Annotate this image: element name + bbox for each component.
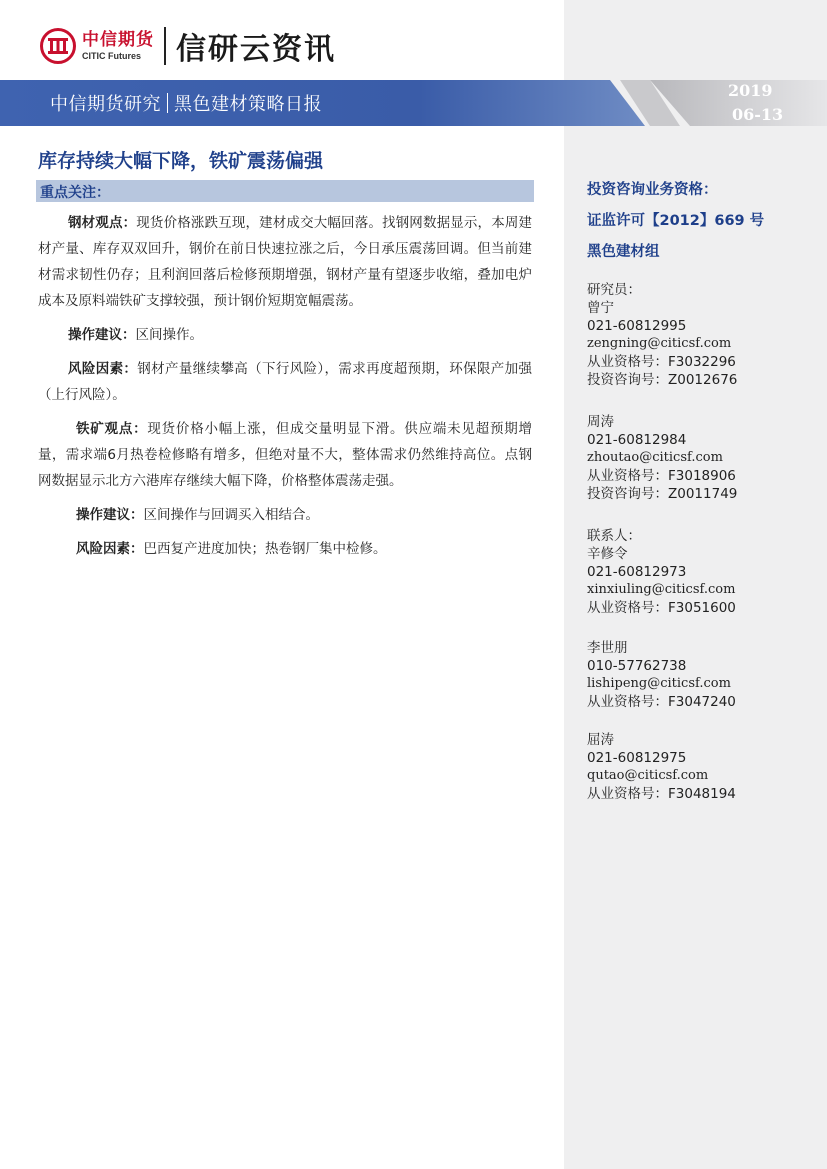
- logo-english-name: CITIC Futures: [82, 50, 142, 61]
- researcher-advisory: 投资咨询号：Z0011749: [587, 486, 738, 502]
- report-content: [38, 210, 532, 570]
- para-label: 风险因素：: [68, 361, 138, 377]
- researcher-cert: 从业资格号：F3018906: [587, 468, 736, 484]
- para-label: 操作建议：: [76, 507, 144, 523]
- contact-name: 李世朋: [587, 640, 628, 656]
- para-text: 区间操作与回调买入相结合。: [143, 507, 319, 523]
- banner-title: [50, 90, 322, 116]
- researcher-phone: 021-60812995: [587, 318, 687, 334]
- team-name: 黑色建材组: [587, 244, 660, 260]
- logo-chinese-name: 中信期货: [82, 29, 154, 50]
- logo-divider: [164, 27, 166, 65]
- contact-cert: 从业资格号：F3047240: [587, 694, 736, 710]
- contacts-label: 联系人：: [587, 528, 641, 544]
- steel-risk-paragraph: [38, 356, 532, 408]
- iron-suggestion-paragraph: [38, 502, 532, 528]
- qualification-title: 投资咨询业务资格：: [587, 182, 718, 198]
- report-title: 库存持续大幅下降，铁矿震荡偏强: [38, 150, 324, 172]
- contact-email: xinxiuling@citicsf.com: [587, 582, 736, 597]
- brand-title: 信研云资讯: [176, 32, 336, 67]
- researchers-block: [587, 281, 737, 389]
- para-label: 钢材观点：: [68, 215, 137, 231]
- report-date: 06-13: [732, 105, 784, 124]
- steel-view-paragraph: [38, 210, 532, 314]
- researcher-email: zengning@citicsf.com: [587, 336, 732, 351]
- focus-section-label: 重点关注：: [40, 185, 110, 201]
- contact-cert: 从业资格号：F3051600: [587, 600, 736, 616]
- iron-risk-paragraph: [38, 536, 532, 562]
- para-text: 现货价格涨跌互现，建材成交大幅回落。找钢网数据显示，本周建材产量、库存双双回升，钢价在前日快速拉涨之后，今日承压震荡回调。但当前建材需求韧性仍存；且利润回落后检修预期增强，钢材产量有望逐步收缩，叠加电炉成本及原料端铁矿支撑较强，预计钢价短期宽幅震荡。: [38, 215, 533, 309]
- steel-suggestion-paragraph: [38, 322, 532, 348]
- iron-view-paragraph: [38, 416, 532, 494]
- focus-section-bar: [36, 180, 534, 202]
- banner-report-name: 黑色建材策略日报: [174, 94, 322, 115]
- para-text: 区间操作。: [135, 327, 203, 343]
- researcher-advisory: 投资咨询号：Z0012676: [587, 372, 738, 388]
- contacts-block: [587, 527, 736, 617]
- contact-phone: 021-60812973: [587, 564, 687, 580]
- para-text: 钢材产量继续攀高（下行风险），需求再度超预期，环保限产加强（上行风险）。: [38, 361, 533, 403]
- contact-cert: 从业资格号：F3048194: [587, 786, 736, 802]
- para-label: 操作建议：: [68, 327, 136, 343]
- qualification-block: [587, 175, 764, 268]
- para-label: 风险因素：: [76, 541, 144, 557]
- researchers-label: 研究员：: [587, 282, 641, 298]
- logo-text: [82, 29, 154, 61]
- para-text: 巴西复产进度加快；热卷钢厂集中检修。: [143, 541, 387, 557]
- contact-phone: 021-60812975: [587, 750, 687, 766]
- researcher-name: 曾宁: [587, 300, 614, 316]
- contact-block-2: [587, 639, 736, 711]
- report-year: 2019: [728, 81, 773, 100]
- researcher-phone: 021-60812984: [587, 432, 687, 448]
- para-label: 铁矿观点：: [76, 421, 148, 437]
- researcher-cert: 从业资格号：F3032296: [587, 354, 736, 370]
- contact-email: qutao@citicsf.com: [587, 768, 709, 783]
- header-logo: [40, 26, 336, 66]
- researcher-block-2: [587, 413, 737, 503]
- researcher-email: zhoutao@citicsf.com: [587, 450, 723, 465]
- researcher-name: 周涛: [587, 414, 614, 430]
- contact-phone: 010-57762738: [587, 658, 687, 674]
- para-text: 现货价格小幅上涨，但成交量明显下滑。供应端未见超预期增量，需求端6月热卷检修略有增多，但绝对量不大，整体需求仍然维持高位。点钢网数据显示北方六港库存继续大幅下降，价格整体震荡走强。: [38, 421, 533, 489]
- contact-name: 辛修令: [587, 546, 628, 562]
- contact-email: lishipeng@citicsf.com: [587, 676, 731, 691]
- license-number: 证监许可【2012】669 号: [587, 213, 765, 229]
- contact-name: 屈涛: [587, 732, 614, 748]
- banner-org: 中信期货研究: [50, 94, 161, 115]
- banner-separator: [167, 93, 168, 113]
- citic-logo-icon: [40, 28, 76, 64]
- contact-block-3: [587, 731, 736, 803]
